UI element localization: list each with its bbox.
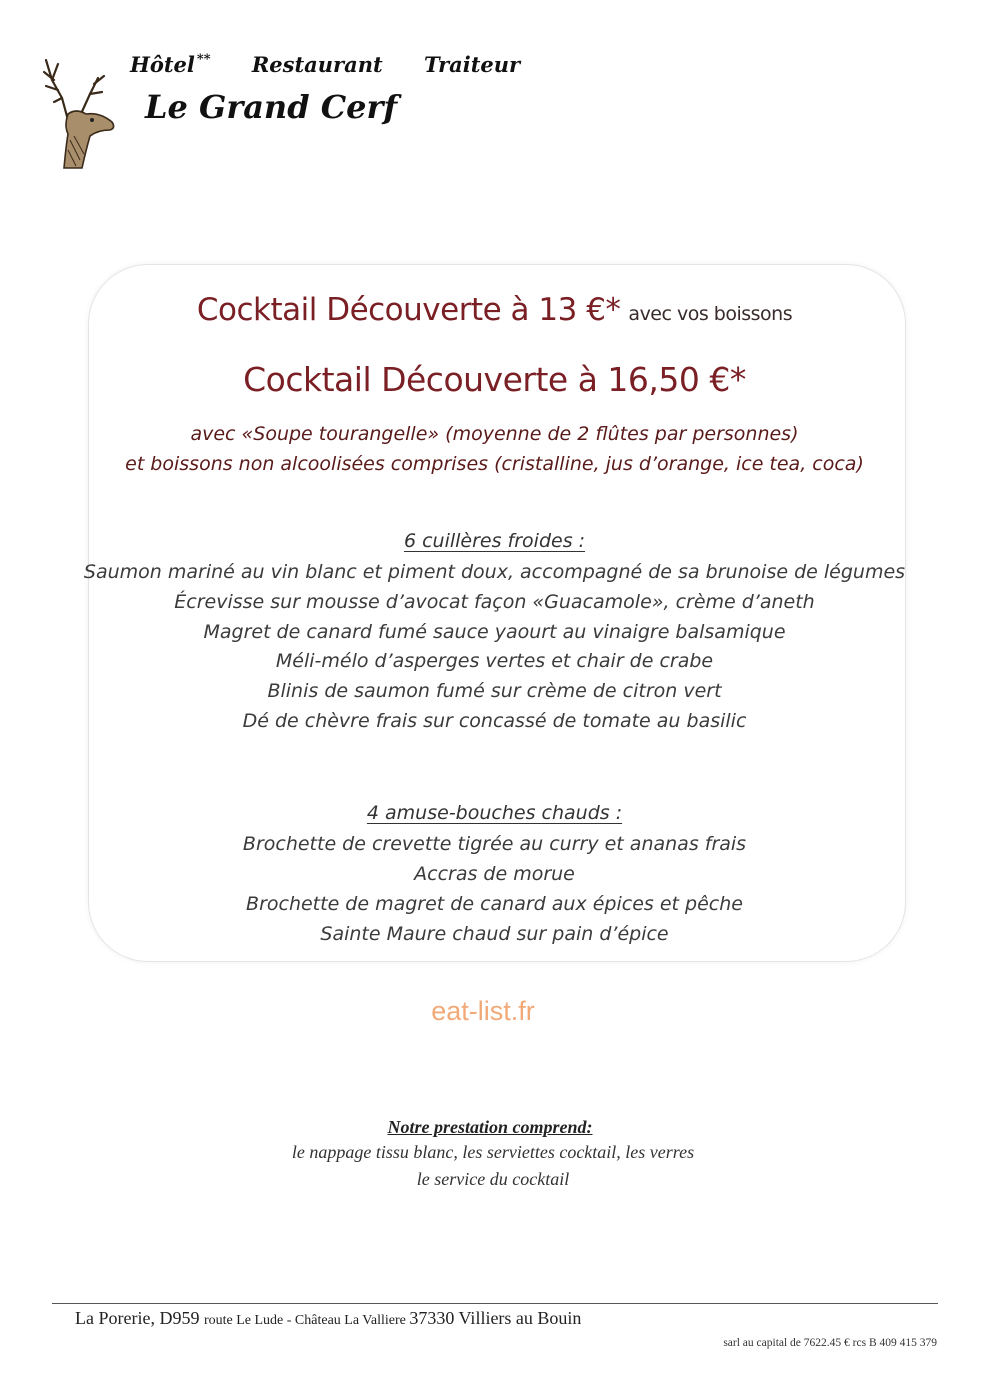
prestation-line: le nappage tissu blanc, les serviettes cocktail, les verres xyxy=(291,1142,695,1162)
offer-title-1-suffix: avec vos boissons xyxy=(628,303,793,325)
brand-name: Le Grand Cerf xyxy=(145,88,398,126)
hot-section-heading: 4 amuse-bouches chauds : xyxy=(366,802,623,824)
offer-subtitle-2: et boissons non alcoolisées comprises (cristalline, jus d’orange, ice tea, coca) xyxy=(125,453,864,475)
traiteur-label: Traiteur xyxy=(423,52,521,77)
hot-item: Sainte Maure chaud sur pain d’épice xyxy=(320,923,669,945)
cold-item: Méli-mélo d’asperges vertes et chair de crabe xyxy=(275,650,714,672)
cold-item: Blinis de saumon fumé sur crème de citron vert xyxy=(267,680,722,702)
restaurant-label: Restaurant xyxy=(251,52,383,77)
footer-legal: sarl au capital de 7622.45 € rcs B 409 415 379 xyxy=(723,1337,937,1349)
hot-item: Accras de morue xyxy=(414,863,575,885)
hot-item: Brochette de crevette tigrée au curry et ananas frais xyxy=(242,833,747,855)
footer-divider xyxy=(52,1303,938,1304)
watermark: eat-list.fr xyxy=(431,996,535,1026)
footer-address: La Porerie, D959 route Le Lude - Château La Valliere 37330 Villiers au Bouin xyxy=(75,1308,582,1328)
cold-item: Dé de chèvre frais sur concassé de tomate au basilic xyxy=(242,710,747,732)
hotel-label: Hôtel ** xyxy=(130,52,211,77)
cold-item: Écrevisse sur mousse d’avocat façon «Guacamole», crème d’aneth xyxy=(174,591,815,613)
stag-head-icon xyxy=(40,50,122,172)
brand-tagline xyxy=(130,52,554,77)
cold-section-heading: 6 cuillères froides : xyxy=(403,530,586,552)
offer-title-1: Cocktail Découverte à 13 €* avec vos boissons xyxy=(196,292,793,328)
cold-item: Saumon mariné au vin blanc et piment doux, accompagné de sa brunoise de légumes xyxy=(83,561,906,583)
offer-subtitle-1: avec «Soupe tourangelle» (moyenne de 2 flûtes par personnes) xyxy=(190,423,799,445)
hot-item: Brochette de magret de canard aux épices et pêche xyxy=(246,893,743,915)
offer-title-2: Cocktail Découverte à 16,50 €* xyxy=(243,360,746,399)
cold-item: Magret de canard fumé sauce yaourt au vinaigre balsamique xyxy=(203,621,786,643)
prestation-heading: Notre prestation comprend: xyxy=(387,1117,593,1137)
prestation-line: le service du cocktail xyxy=(416,1169,570,1189)
